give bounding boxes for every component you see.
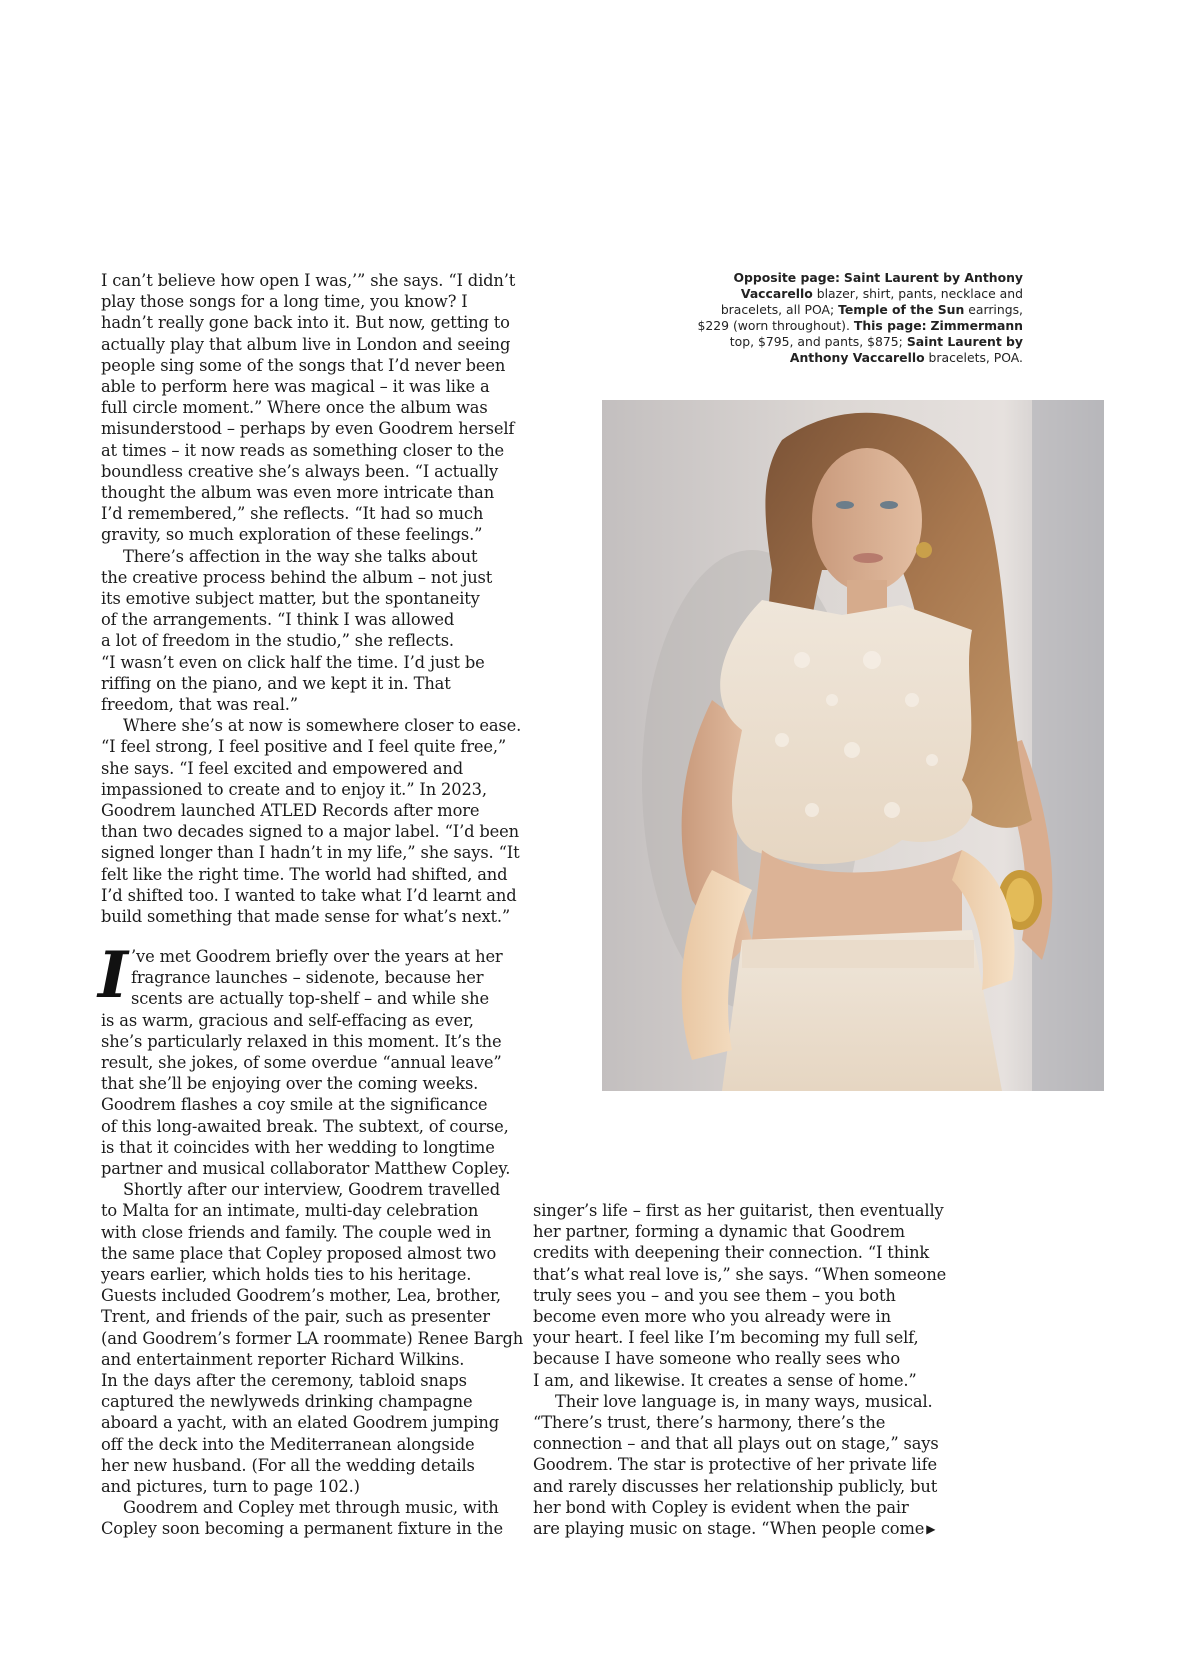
text-line: because I have someone who really sees who bbox=[533, 1349, 901, 1369]
caption-text: top, $795, and pants, $875; bbox=[729, 334, 903, 349]
drop-cap: I bbox=[98, 938, 128, 1013]
text-line: truly sees you – and you see them – you both bbox=[533, 1285, 896, 1305]
text-line: and entertainment reporter Richard Wilkins. bbox=[101, 1349, 465, 1369]
text-line: of this long-awaited break. The subtext, of course, bbox=[101, 1116, 509, 1136]
caption-text: earrings, $229 (worn throughout). bbox=[697, 302, 1023, 333]
text-line: actually play that album live in London and seeing bbox=[101, 334, 511, 354]
text-line: singer’s life – first as her guitarist, then eventually bbox=[533, 1201, 944, 1220]
article-column-right bbox=[533, 1200, 947, 1541]
text-line: freedom, that was real.” bbox=[101, 695, 298, 715]
paragraph-2 bbox=[101, 546, 521, 716]
text-line: “I feel strong, I feel positive and I feel quite free,” bbox=[101, 737, 507, 757]
text-line: “I wasn’t even on click half the time. I’d just be bbox=[101, 652, 485, 672]
text-line: she says. “I feel excited and empowered and bbox=[101, 758, 463, 778]
text-line: play those songs for a long time, you know? I bbox=[101, 292, 468, 312]
text-line: are playing music on stage. “When people come ▶ bbox=[533, 1519, 936, 1539]
caption-brand-temple-of-the-sun: Temple of the Sun bbox=[838, 302, 965, 317]
text-line: the creative process behind the album – not just bbox=[101, 567, 493, 587]
text-line: “There’s trust, there’s harmony, there’s the bbox=[533, 1413, 886, 1433]
text-line: Goodrem and Copley met through music, with bbox=[123, 1498, 499, 1518]
paragraph-6 bbox=[101, 1497, 521, 1539]
caption-text: bracelets, POA. bbox=[928, 350, 1023, 365]
text-line: build something that made sense for what’s next.” bbox=[101, 907, 511, 927]
text-line: the same place that Copley proposed almost two bbox=[101, 1243, 497, 1263]
text-line: of the arrangements. “I think I was allowed bbox=[101, 610, 455, 630]
text-line: Goodrem launched ATLED Records after more bbox=[101, 801, 480, 821]
text-line: thought the album was even more intricate than bbox=[101, 483, 495, 503]
text-line: her partner, forming a dynamic that Goodrem bbox=[533, 1222, 905, 1242]
caption-text: blazer, shirt, pants, necklace and bracelets, all POA; bbox=[720, 286, 1023, 317]
text-line: credits with deepening their connection. “I think bbox=[533, 1243, 930, 1263]
text-line: that’s what real love is,” she says. “When someone bbox=[533, 1264, 947, 1284]
text-line: at times – it now reads as something closer to the bbox=[101, 440, 505, 460]
text-line: with close friends and family. The couple wed in bbox=[101, 1222, 492, 1242]
text-line: In the days after the ceremony, tabloid snaps bbox=[101, 1371, 467, 1391]
dropcap-paragraph bbox=[98, 938, 521, 1013]
text-line: Goodrem. The star is protective of her private life bbox=[533, 1455, 937, 1475]
text-line: Trent, and friends of the pair, such as presenter bbox=[101, 1307, 490, 1327]
section-2 bbox=[98, 938, 524, 1540]
text-line: felt like the right time. The world had shifted, and bbox=[101, 864, 508, 884]
text-line: Where she’s at now is somewhere closer to ease. bbox=[123, 716, 522, 736]
paragraph-4 bbox=[101, 1010, 521, 1180]
text-line: I’d shifted too. I wanted to take what I’d learnt and bbox=[101, 885, 517, 905]
paragraph-8 bbox=[533, 1391, 939, 1541]
photo-caption bbox=[693, 270, 1023, 366]
text-line: is as warm, gracious and self-effacing as ever, bbox=[101, 1010, 474, 1030]
text-line: its emotive subject matter, but the spontaneity bbox=[101, 589, 480, 609]
article-column-left bbox=[98, 270, 524, 1539]
text-line: signed longer than I hadn’t in my life,” she says. “It bbox=[101, 843, 520, 863]
text-line: boundless creative she’s always been. “I actually bbox=[101, 461, 499, 481]
text-line: your heart. I feel like I’m becoming my full self, bbox=[533, 1328, 919, 1348]
dropcap-lines bbox=[101, 946, 521, 1010]
text-line: people sing some of the songs that I’d never been bbox=[101, 355, 506, 375]
portrait-photo bbox=[602, 400, 1104, 1091]
caption-label-opposite: Opposite page: bbox=[733, 270, 840, 285]
text-line: a lot of freedom in the studio,” she reflects. bbox=[101, 631, 454, 651]
text-line: captured the newlyweds drinking champagne bbox=[101, 1392, 473, 1412]
caption-brand-saint-laurent-2: Saint Laurent by Anthony Vaccarello bbox=[789, 334, 1023, 365]
text-line: misunderstood – perhaps by even Goodrem herself bbox=[101, 419, 515, 439]
text-line: to Malta for an intimate, multi-day celebration bbox=[101, 1201, 479, 1221]
text-line: I’d remembered,” she reflects. “It had so much bbox=[101, 504, 484, 524]
text-line: that she’ll be enjoying over the coming weeks. bbox=[101, 1074, 479, 1094]
text-line: Goodrem flashes a coy smile at the significance bbox=[101, 1095, 488, 1115]
caption-label-this-page: This page: bbox=[853, 318, 927, 333]
text-line: impassioned to create and to enjoy it.” In 2023, bbox=[101, 779, 487, 799]
text-line: off the deck into the Mediterranean alongside bbox=[101, 1434, 475, 1454]
text-line: result, she jokes, of some overdue “annual leave” bbox=[101, 1053, 502, 1073]
text-line: partner and musical collaborator Matthew Copley. bbox=[101, 1159, 511, 1179]
text-line: Guests included Goodrem’s mother, Lea, brother, bbox=[101, 1286, 501, 1306]
text-line: riffing on the piano, and we kept it in. That bbox=[101, 673, 451, 693]
text-line: Copley soon becoming a permanent fixture in the bbox=[101, 1519, 503, 1539]
text-line: ’ve met Goodrem briefly over the years at her bbox=[131, 947, 503, 966]
text-line: I can’t believe how open I was,’” she says. “I didn’t bbox=[101, 271, 516, 290]
paragraph-5 bbox=[101, 1179, 524, 1497]
paragraph-7 bbox=[533, 1200, 947, 1391]
text-line: hadn’t really gone back into it. But now, getting to bbox=[101, 313, 510, 333]
text-line: able to perform here was magical – it was like a bbox=[101, 377, 490, 397]
text-line: There’s affection in the way she talks about bbox=[123, 546, 478, 566]
text-line: she’s particularly relaxed in this moment. It’s the bbox=[101, 1031, 502, 1051]
text-line: her new husband. (For all the wedding details bbox=[101, 1455, 475, 1475]
text-line: become even more who you already were in bbox=[533, 1307, 891, 1327]
text-line: full circle moment.” Where once the album was bbox=[101, 398, 488, 418]
text-line: scents are actually top-shelf – and while she bbox=[131, 989, 489, 1009]
text-line: connection – and that all plays out on stage,” says bbox=[533, 1434, 939, 1454]
text-line: is that it coincides with her wedding to longtime bbox=[101, 1137, 495, 1157]
text-line: gravity, so much exploration of these feelings.” bbox=[101, 525, 483, 545]
caption-brand-saint-laurent: Saint Laurent by Anthony Vaccarello bbox=[740, 270, 1023, 301]
text-line: I am, and likewise. It creates a sense of home.” bbox=[533, 1370, 917, 1390]
continue-arrow-icon: ▶ bbox=[926, 1522, 936, 1537]
text-line: and pictures, turn to page 102.) bbox=[101, 1477, 360, 1497]
text-line: Their love language is, in many ways, musical. bbox=[555, 1391, 933, 1411]
text-line: than two decades signed to a major label. “I’d been bbox=[101, 822, 519, 842]
paragraph-3 bbox=[101, 715, 521, 927]
text-line: aboard a yacht, with an elated Goodrem jumping bbox=[101, 1413, 500, 1433]
text-line: her bond with Copley is evident when the pair bbox=[533, 1497, 909, 1517]
text-line: and rarely discusses her relationship publicly, but bbox=[533, 1476, 938, 1496]
caption-brand-zimmermann: Zimmermann bbox=[930, 318, 1023, 333]
text-line: (and Goodrem’s former LA roommate) Renee Bargh bbox=[101, 1328, 524, 1348]
text-line: years earlier, which holds ties to his heritage. bbox=[101, 1265, 472, 1285]
portrait-illustration bbox=[602, 400, 1104, 1091]
text-line: Shortly after our interview, Goodrem travelled bbox=[123, 1180, 501, 1200]
paragraph-1 bbox=[101, 270, 521, 546]
text-line: fragrance launches – sidenote, because her bbox=[131, 968, 484, 988]
